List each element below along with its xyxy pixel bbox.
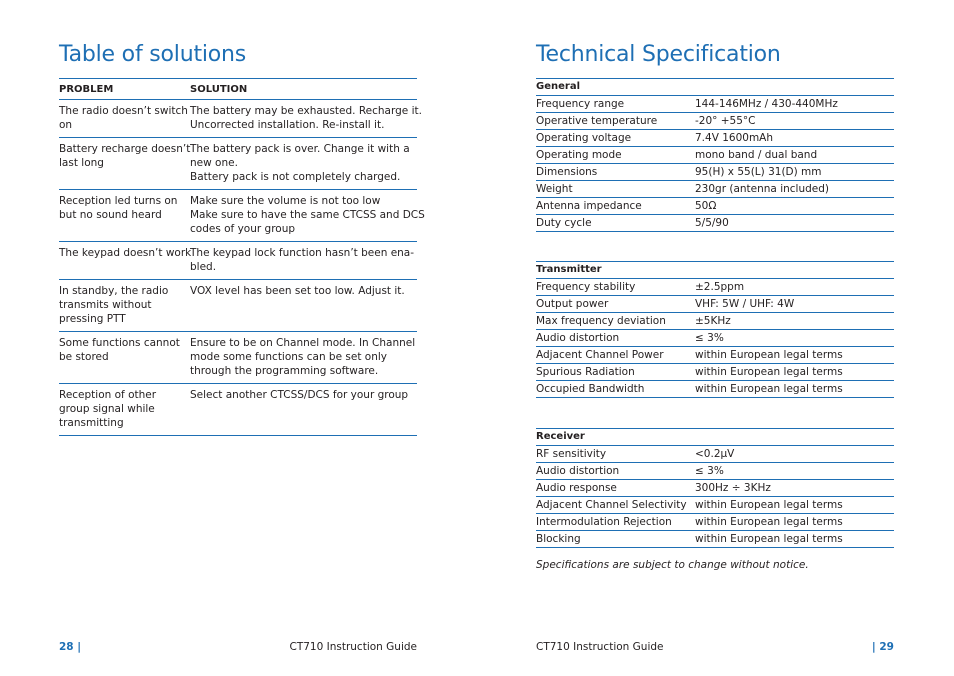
solution-cell-line: The battery may be exhausted. Recharge it.	[190, 105, 422, 117]
spec-value: 7.4V 1600mAh	[695, 132, 774, 144]
problem-cell-line: group signal while	[59, 403, 155, 415]
solution-cell-line: codes of your group	[190, 223, 296, 235]
spec-row	[536, 181, 894, 198]
problem-header: PROBLEM	[59, 83, 114, 95]
solution-cell	[190, 388, 417, 430]
spec-label: Operating voltage	[536, 132, 632, 144]
spec-label: Audio response	[536, 482, 617, 494]
page-title: Table of solutions	[59, 42, 247, 67]
spec-value: 230gr (antenna included)	[695, 183, 830, 195]
table-row	[59, 280, 417, 332]
spec-label: Adjacent Channel Power	[536, 349, 664, 361]
problem-cell-line: Reception led turns on	[59, 195, 178, 207]
problem-cell-line: be stored	[59, 351, 109, 363]
spec-value: 5/5/90	[695, 217, 729, 229]
transmitter-heading: Transmitter	[536, 261, 894, 279]
spec-label: RF sensitivity	[536, 448, 607, 460]
table-row	[59, 332, 417, 384]
spec-value: within European legal terms	[695, 516, 843, 528]
receiver-heading: Receiver	[536, 428, 894, 446]
problem-cell	[59, 246, 190, 274]
solution-cell-line: The keypad lock function hasn’t been ena-	[190, 247, 415, 259]
solution-cell-line: The battery pack is over. Change it with a	[190, 143, 410, 155]
solution-cell	[190, 284, 417, 326]
spec-label: Max frequency deviation	[536, 315, 666, 327]
solution-header: SOLUTION	[190, 83, 248, 95]
solution-cell	[190, 142, 417, 184]
spec-label: Audio distortion	[536, 332, 620, 344]
spec-value: 144-146MHz / 430-440MHz	[695, 98, 838, 110]
spec-label: Operative temperature	[536, 115, 658, 127]
spec-row	[536, 96, 894, 113]
spec-row	[536, 364, 894, 381]
left-page	[59, 0, 425, 676]
problem-cell-line: Battery recharge doesn’t	[59, 143, 191, 155]
footer-guide-title: CT710 Instruction Guide	[289, 641, 417, 653]
spec-row	[536, 381, 894, 398]
spec-label: Spurious Radiation	[536, 366, 635, 378]
spec-row	[536, 215, 894, 232]
page-number: 28 |	[59, 641, 82, 653]
table-row	[59, 384, 417, 436]
spec-label: Dimensions	[536, 166, 598, 178]
spec-value: within European legal terms	[695, 499, 843, 511]
problem-cell-line: In standby, the radio	[59, 285, 169, 297]
table-header	[59, 79, 417, 100]
spec-label: Audio distortion	[536, 465, 620, 477]
problem-cell	[59, 194, 190, 236]
solution-cell-line: Make sure the volume is not too low	[190, 195, 381, 207]
spec-value: 300Hz ÷ 3KHz	[695, 482, 771, 494]
receiver-spec-table	[536, 428, 894, 548]
general-heading: General	[536, 78, 894, 96]
spec-row	[536, 347, 894, 364]
problem-cell	[59, 104, 190, 132]
table-row	[59, 242, 417, 280]
spec-row	[536, 130, 894, 147]
spec-value: 95(H) x 55(L) 31(D) mm	[695, 166, 822, 178]
problem-cell-line: The radio doesn’t switch	[59, 105, 188, 117]
problem-cell-line: on	[59, 119, 73, 131]
solution-cell	[190, 246, 417, 274]
spec-row	[536, 313, 894, 330]
spec-label: Output power	[536, 298, 609, 310]
spec-value: <0.2µV	[695, 448, 735, 460]
table-row	[59, 190, 425, 242]
table-row	[59, 138, 417, 190]
spec-label: Weight	[536, 183, 573, 195]
spec-row	[536, 497, 894, 514]
spec-value: mono band / dual band	[695, 149, 818, 161]
problem-cell-line: but no sound heard	[59, 209, 162, 221]
spec-label: Occupied Bandwidth	[536, 383, 645, 395]
spec-value: -20° +55°C	[695, 115, 756, 127]
spec-row	[536, 514, 894, 531]
spec-value: within European legal terms	[695, 383, 843, 395]
page-title: Technical Specification	[536, 42, 781, 67]
spec-value: ±5KHz	[695, 315, 731, 327]
problem-cell-line: The keypad doesn’t work	[59, 247, 192, 259]
spec-label: Adjacent Channel Selectivity	[536, 499, 687, 511]
solution-cell-line: VOX level has been set too low. Adjust it.	[190, 285, 405, 297]
solution-cell-line: bled.	[190, 261, 217, 273]
problem-cell	[59, 336, 190, 378]
spec-label: Blocking	[536, 533, 581, 545]
problem-cell-line: pressing PTT	[59, 313, 126, 325]
spec-row	[536, 330, 894, 347]
spec-value: ≤ 3%	[695, 332, 724, 344]
spec-label: Duty cycle	[536, 217, 592, 229]
spec-value: within European legal terms	[695, 533, 843, 545]
footer-guide-title: CT710 Instruction Guide	[536, 641, 664, 653]
problem-cell-line: last long	[59, 157, 104, 169]
spec-row	[536, 296, 894, 313]
spec-value: ±2.5ppm	[695, 281, 745, 293]
problem-cell-line: transmitting	[59, 417, 124, 429]
transmitter-spec-table	[536, 261, 894, 398]
spec-row	[536, 279, 894, 296]
spec-label: Frequency stability	[536, 281, 636, 293]
solution-cell-line: through the programming software.	[190, 365, 379, 377]
spec-label: Operating mode	[536, 149, 622, 161]
solution-cell-line: Uncorrected installation. Re-install it.	[190, 119, 385, 131]
spec-value: VHF: 5W / UHF: 4W	[695, 298, 795, 310]
spec-value: within European legal terms	[695, 366, 843, 378]
problem-cell-line: Some functions cannot	[59, 337, 180, 349]
spec-value: ≤ 3%	[695, 465, 724, 477]
problem-cell	[59, 142, 190, 184]
solution-cell-line: new one.	[190, 157, 238, 169]
spec-row	[536, 147, 894, 164]
spec-row	[536, 113, 894, 130]
spec-row	[536, 198, 894, 215]
spec-value: within European legal terms	[695, 349, 843, 361]
solution-cell	[190, 104, 422, 132]
spec-row	[536, 164, 894, 181]
solution-cell-line: Ensure to be on Channel mode. In Channel	[190, 337, 416, 349]
spec-value: 50Ω	[695, 200, 717, 212]
general-spec-table	[536, 78, 894, 232]
spec-row	[536, 480, 894, 497]
problem-cell	[59, 388, 190, 430]
solution-cell-line: Select another CTCSS/DCS for your group	[190, 389, 409, 401]
solution-cell-line: Battery pack is not completely charged.	[190, 171, 401, 183]
spec-label: Intermodulation Rejection	[536, 516, 672, 528]
solution-cell	[190, 194, 425, 236]
solution-cell	[190, 336, 417, 378]
problem-cell-line: Reception of other	[59, 389, 157, 401]
right-page	[536, 0, 894, 676]
spec-row	[536, 463, 894, 480]
spec-label: Antenna impedance	[536, 200, 642, 212]
spec-label: Frequency range	[536, 98, 625, 110]
solutions-table	[59, 78, 425, 436]
spec-note: Specifications are subject to change without notice.	[536, 559, 809, 571]
problem-cell	[59, 284, 190, 326]
problem-cell-line: transmits without	[59, 299, 152, 311]
spec-row	[536, 446, 894, 463]
page-number: | 29	[871, 641, 894, 653]
solution-cell-line: mode some functions can be set only	[190, 351, 387, 363]
solution-cell-line: Make sure to have the same CTCSS and DCS	[190, 209, 425, 221]
spec-row	[536, 531, 894, 548]
table-row	[59, 100, 422, 138]
